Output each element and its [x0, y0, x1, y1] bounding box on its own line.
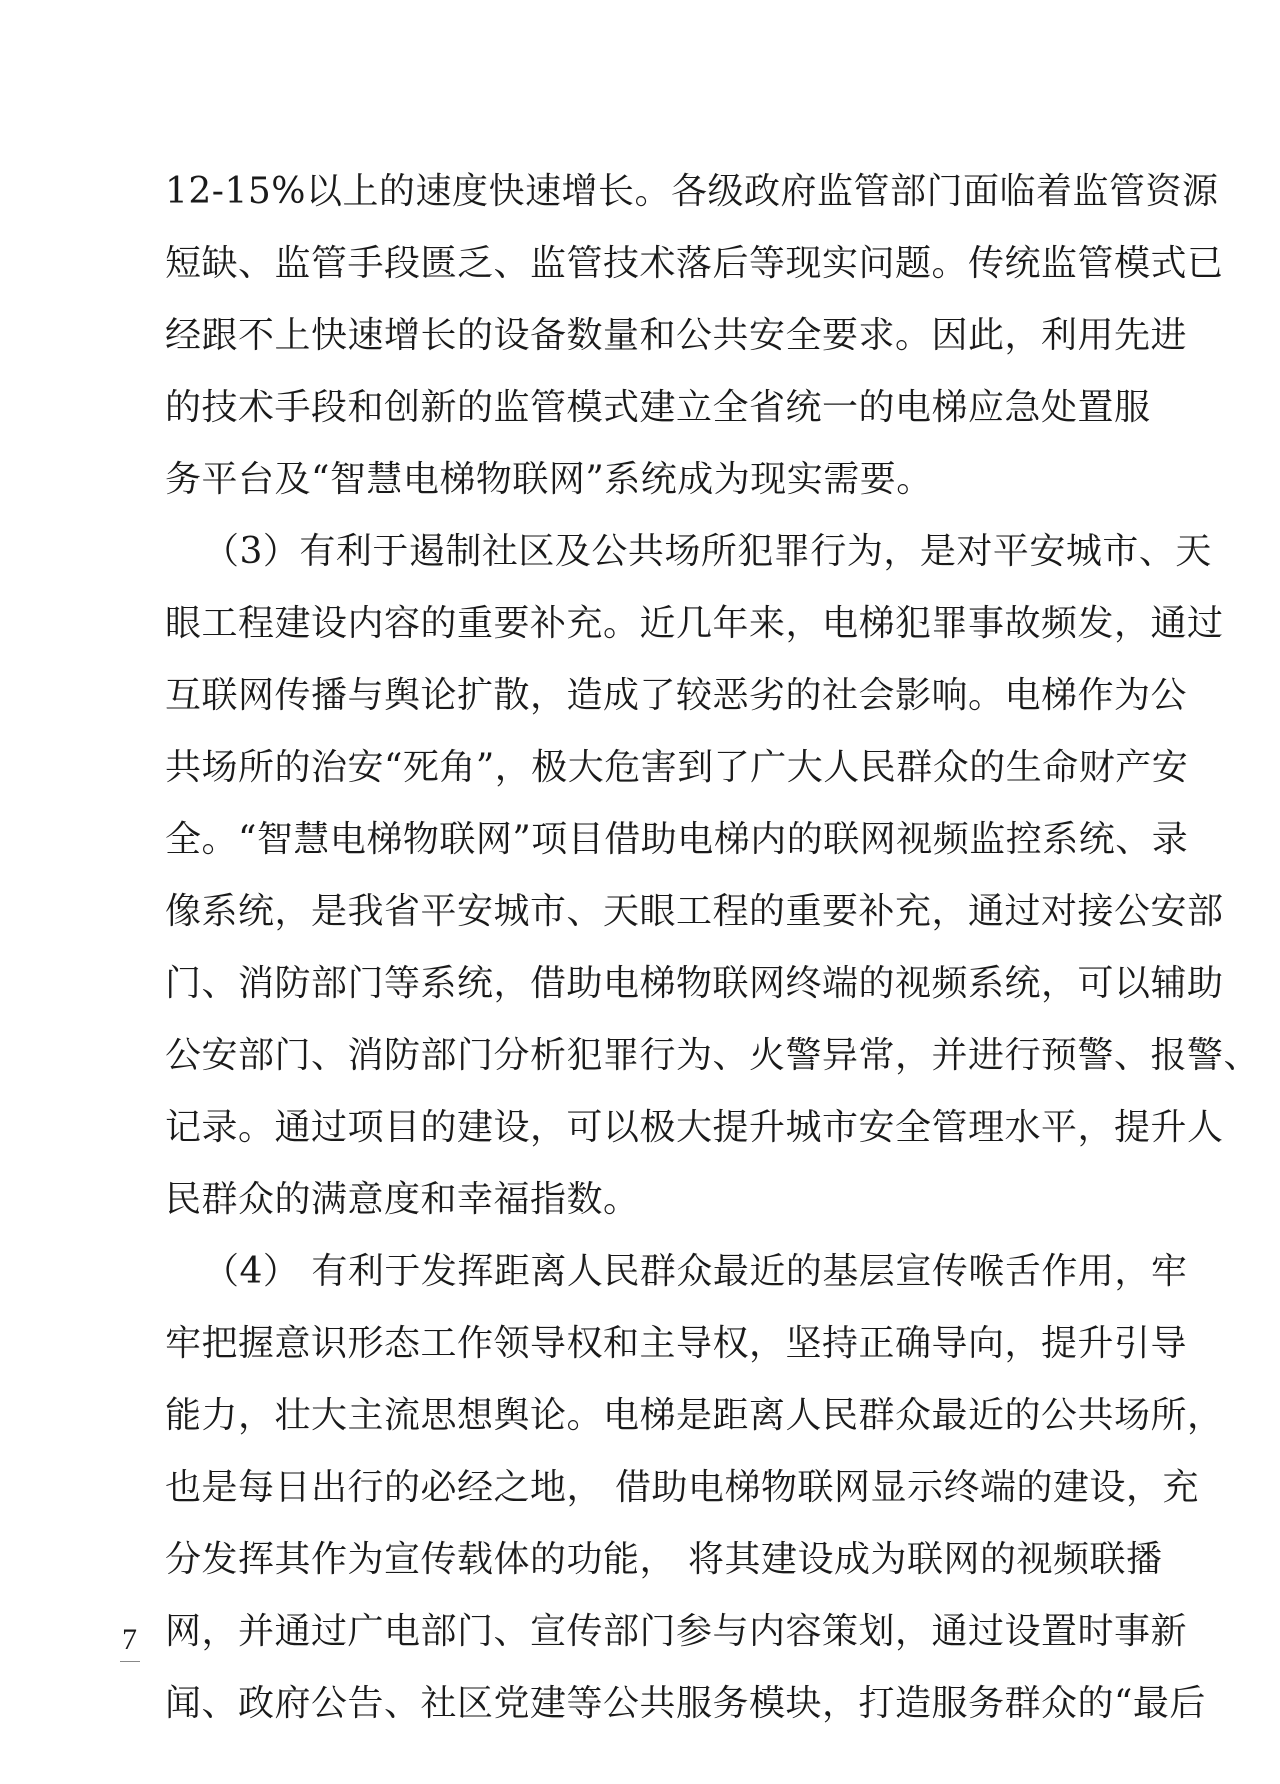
text-line: 短缺、监管手段匮乏、监管技术落后等现实问题。传统监管模式已: [165, 243, 1224, 284]
page-number: 7: [122, 1623, 137, 1656]
text-line: 门、消防部门等系统，借助电梯物联网终端的视频系统，可以辅助: [165, 963, 1224, 1004]
body-text: [165, 156, 1261, 1740]
text-line: 经跟不上快速增长的设备数量和公共安全要求。因此，利用先进: [165, 315, 1188, 356]
text-line: 12-15%以上的速度快速增长。各级政府监管部门面临着监管资源: [165, 171, 1219, 212]
text-line: 闻、政府公告、社区党建等公共服务模块，打造服务群众的“最后: [165, 1683, 1206, 1724]
text-line: 公安部门、消防部门分析犯罪行为、火警异常，并进行预警、报警、: [165, 1035, 1261, 1076]
text-line: 眼工程建设内容的重要补充。近几年来，电梯犯罪事故频发，通过: [165, 603, 1224, 644]
text-line: 务平台及“智慧电梯物联网”系统成为现实需要。: [165, 459, 933, 500]
text-line: 像系统，是我省平安城市、天眼工程的重要补充，通过对接公安部: [165, 891, 1224, 932]
text-line: 的技术手段和创新的监管模式建立全省统一的电梯应急处置服: [165, 387, 1151, 428]
page-number-underline: [120, 1661, 140, 1662]
paragraph-first-line: （4） 有利于发挥距离人民群众最近的基层宣传喉舌作用，牢: [203, 1251, 1188, 1292]
text-line: 能力，壮大主流思想舆论。电梯是距离人民群众最近的公共场所，: [165, 1395, 1224, 1436]
text-line: 互联网传播与舆论扩散，造成了较恶劣的社会影响。电梯作为公: [165, 675, 1188, 716]
text-line: 也是每日出行的必经之地， 借助电梯物联网显示终端的建设，充: [165, 1467, 1199, 1508]
text-line: 共场所的治安“死角”，极大危害到了广大人民群众的生命财产安: [165, 747, 1189, 788]
text-line: 全。“智慧电梯物联网”项目借助电梯内的联网视频监控系统、录: [165, 819, 1189, 860]
text-line: 牢把握意识形态工作领导权和主导权，坚持正确导向，提升引导: [165, 1323, 1188, 1364]
text-line: 民群众的满意度和幸福指数。: [165, 1179, 640, 1220]
text-line: 记录。通过项目的建设，可以极大提升城市安全管理水平，提升人: [165, 1107, 1224, 1148]
text-line: 分发挥其作为宣传载体的功能， 将其建设成为联网的视频联播: [165, 1539, 1163, 1580]
paragraph-first-line: （3）有利于遏制社区及公共场所犯罪行为，是对平安城市、天: [203, 531, 1212, 572]
text-line: 网，并通过广电部门、宣传部门参与内容策划，通过设置时事新: [165, 1611, 1188, 1652]
